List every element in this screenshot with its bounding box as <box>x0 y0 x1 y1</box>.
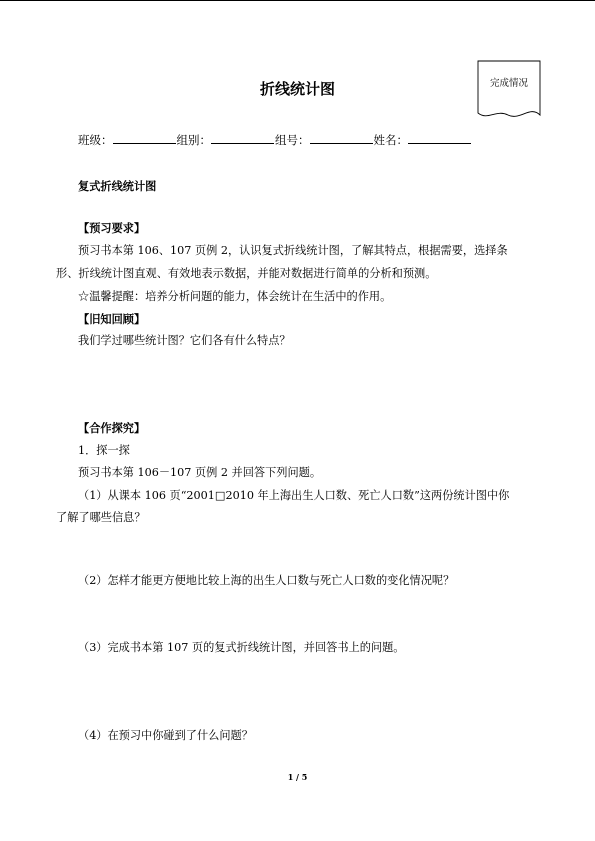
explore-intro: 预习书本第 106－107 页例 2 并回答下列问题。 <box>78 466 322 479</box>
top-border-rule <box>0 0 595 1</box>
page-number: 1 / 5 <box>287 772 308 782</box>
question-4: （4）在预习中你碰到了什么问题？ <box>78 729 253 742</box>
name-label: 姓名： <box>373 133 408 147</box>
preview-heading: 【预习要求】 <box>78 222 146 235</box>
class-blank[interactable] <box>113 132 176 144</box>
student-info-form <box>78 132 472 148</box>
question-1-line2: 了解了哪些信息？ <box>56 511 146 524</box>
section-heading: 复式折线统计图 <box>78 180 157 193</box>
number-blank[interactable] <box>310 132 373 144</box>
group-label: 组别： <box>176 133 211 147</box>
page-title: 折线统计图 <box>259 80 335 98</box>
preview-text-line1: 预习书本第 106、107 页例 2，认识复式折线统计图，了解其特点，根据需要，选择条 <box>78 244 508 257</box>
preview-text-line2: 形、折线统计图直观、有效地表示数据，并能对数据进行简单的分析和预测。 <box>56 267 437 280</box>
explore-item: 1．探一探 <box>78 444 130 457</box>
completion-badge-label: 完成情况 <box>489 78 528 89</box>
number-label: 组号： <box>275 133 310 147</box>
preview-tip: ☆温馨提醒：培养分析问题的能力，体会统计在生活中的作用。 <box>78 290 392 303</box>
question-1-line1: （1）从课本 106 页“2001□2010 年上海出生人口数、死亡人口数”这两份统计图中你 <box>78 489 510 502</box>
class-label: 班级： <box>78 133 113 147</box>
question-2: （2）怎样才能更方便地比较上海的出生人口数与死亡人口数的变化情况呢？ <box>78 574 455 587</box>
review-question: 我们学过哪些统计图？它们各有什么特点？ <box>78 334 291 347</box>
group-blank[interactable] <box>211 132 274 144</box>
name-blank[interactable] <box>408 132 471 144</box>
review-heading: 【旧知回顾】 <box>78 313 146 326</box>
question-3: （3）完成书本第 107 页的复式折线统计图，并回答书上的问题。 <box>78 641 405 654</box>
explore-heading: 【合作探究】 <box>78 422 146 435</box>
